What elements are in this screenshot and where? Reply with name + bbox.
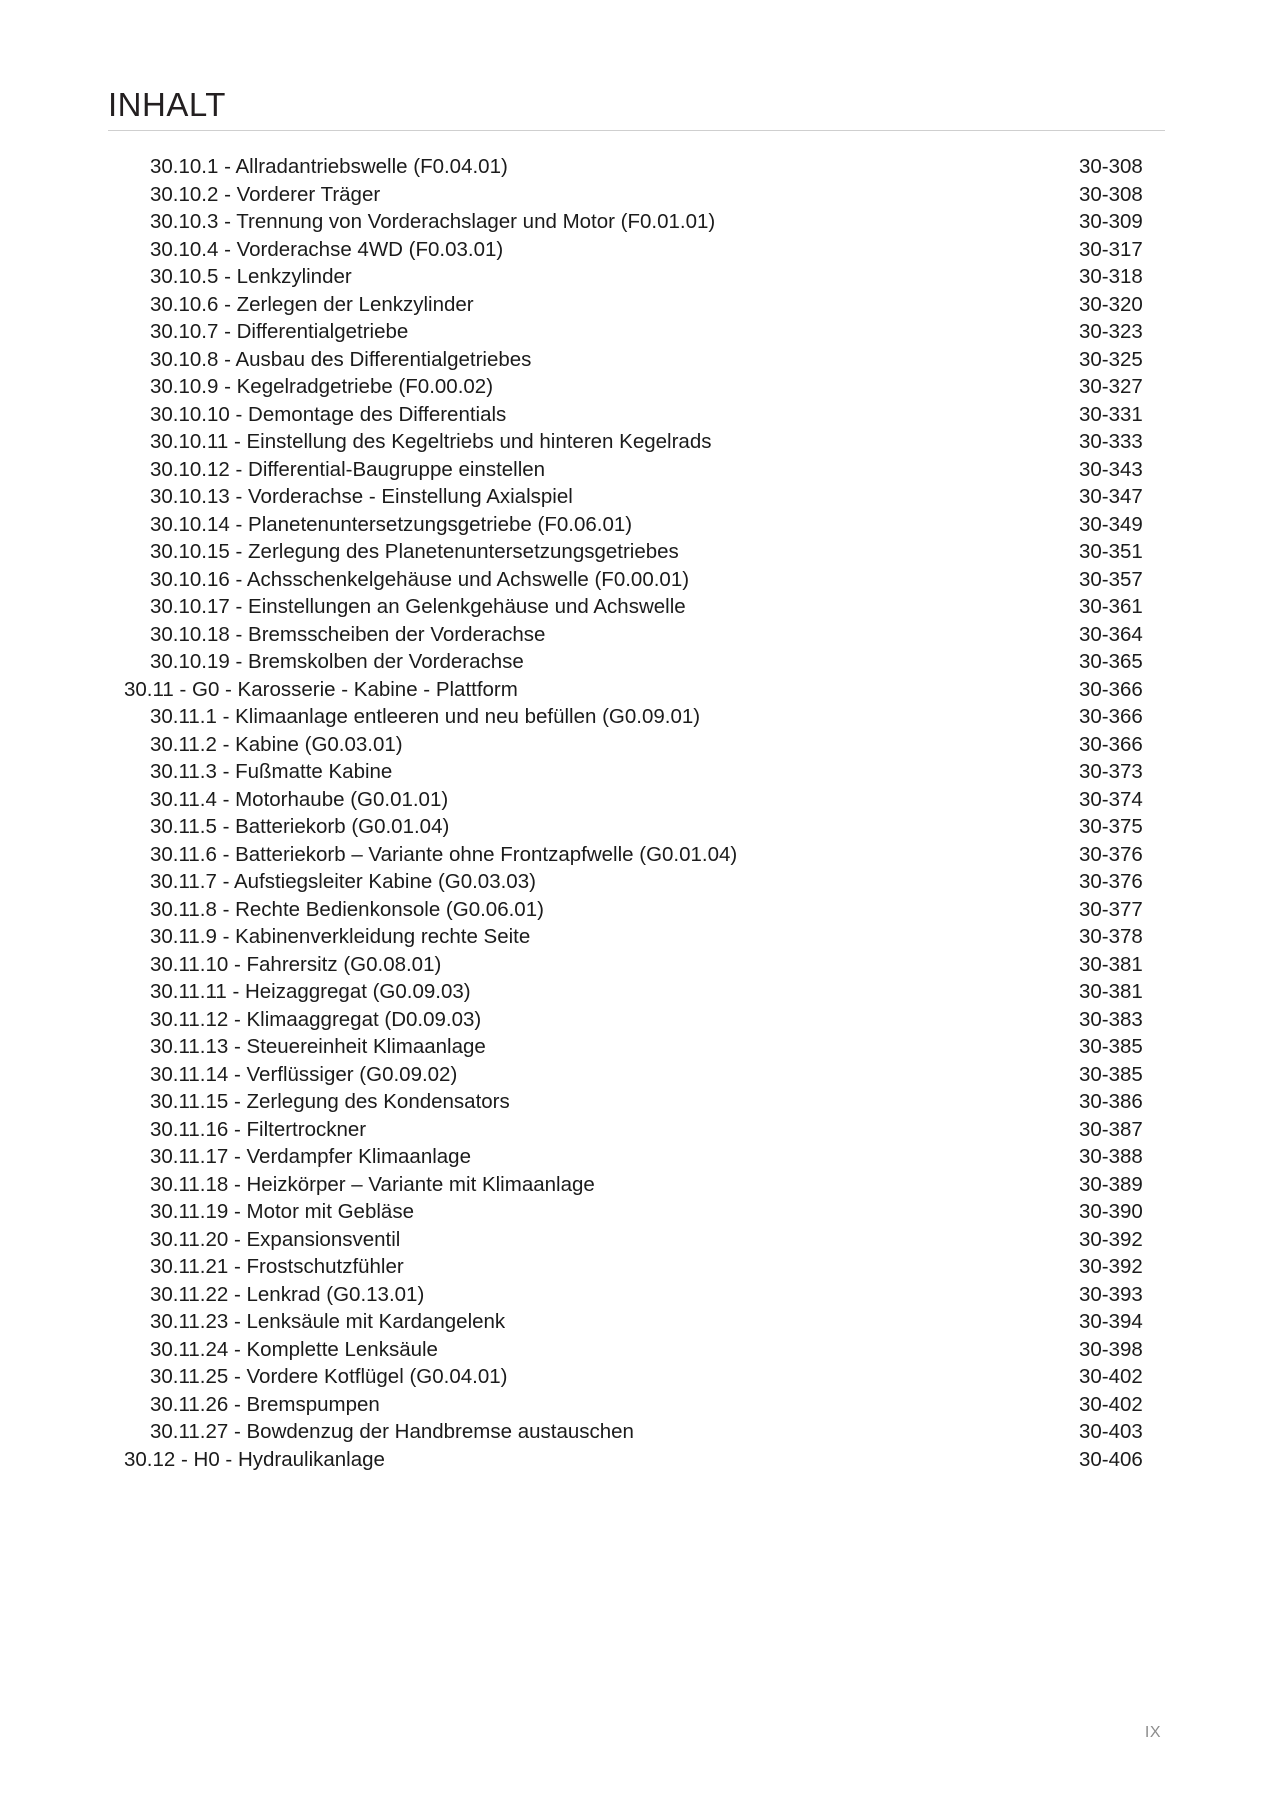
toc-entry[interactable] — [108, 1253, 1165, 1281]
toc-entry-page-number: 30-309 — [1079, 210, 1143, 233]
toc-entry[interactable] — [108, 1171, 1165, 1199]
toc-entry-label: 30.11.20 - Expansionsventil — [150, 1227, 401, 1251]
toc-entry-label: 30.11.6 - Batteriekorb – Variante ohne Frontzapfwelle (G0.01.04) — [150, 842, 738, 866]
page-title: INHALT — [108, 86, 226, 123]
toc-entry-label: 30.11.16 - Filtertrockner — [150, 1117, 367, 1141]
toc-entry-label: 30.10.17 - Einstellungen an Gelenkgehäuse und Achswelle — [150, 595, 686, 618]
toc-entry-label: 30.10.15 - Zerlegung des Planetenuntersetzungsgetriebes — [150, 540, 679, 563]
toc-entry-label: 30.11.5 - Batteriekorb (G0.01.04) — [150, 815, 450, 838]
toc-entry-page-number: 30-366 — [1079, 677, 1143, 701]
toc-entry-page-number: 30-385 — [1079, 1062, 1143, 1086]
toc-entry[interactable] — [108, 511, 1165, 539]
toc-entry[interactable] — [108, 1116, 1165, 1144]
toc-entry-label: 30.11.10 - Fahrersitz (G0.08.01) — [150, 952, 442, 976]
toc-entry-page-number: 30-402 — [1079, 1365, 1143, 1388]
toc-entry-page-number: 30-351 — [1079, 540, 1143, 563]
table-of-contents — [108, 153, 1165, 1473]
toc-entry-page-number: 30-366 — [1079, 705, 1143, 728]
toc-entry-page-number: 30-403 — [1079, 1420, 1143, 1443]
toc-entry-label: 30.10.13 - Vorderachse - Einstellung Axialspiel — [150, 485, 573, 508]
toc-entry-page-number: 30-318 — [1079, 265, 1143, 288]
toc-entry-label: 30.11 - G0 - Karosserie - Kabine - Plattform — [124, 677, 518, 701]
toc-entry[interactable] — [108, 1336, 1165, 1364]
toc-entry[interactable] — [108, 758, 1165, 786]
toc-entry[interactable] — [108, 648, 1165, 676]
toc-entry-label: 30.11.22 - Lenkrad (G0.13.01) — [150, 1282, 425, 1306]
toc-entry-label: 30.10.19 - Bremskolben der Vorderachse — [150, 650, 524, 673]
toc-entry[interactable] — [108, 1061, 1165, 1089]
toc-entry-page-number: 30-402 — [1079, 1392, 1143, 1416]
toc-entry-label: 30.11.17 - Verdampfer Klimaanlage — [150, 1145, 471, 1168]
toc-entry-page-number: 30-378 — [1079, 925, 1143, 948]
toc-entry-page-number: 30-377 — [1079, 897, 1143, 921]
toc-entry-page-number: 30-381 — [1079, 952, 1143, 976]
toc-entry[interactable] — [108, 621, 1165, 649]
toc-entry-label: 30.10.5 - Lenkzylinder — [150, 265, 352, 288]
toc-entry-page-number: 30-366 — [1079, 732, 1143, 756]
toc-entry[interactable] — [108, 153, 1165, 181]
toc-entry-label: 30.10.12 - Differential-Baugruppe einstellen — [150, 457, 546, 481]
toc-entry-label: 30.11.12 - Klimaaggregat (D0.09.03) — [150, 1007, 482, 1031]
toc-entry-page-number: 30-389 — [1079, 1172, 1143, 1196]
toc-entry-label: 30.10.9 - Kegelradgetriebe (F0.00.02) — [150, 375, 494, 398]
toc-entry[interactable] — [108, 841, 1165, 869]
toc-entry-label: 30.10.16 - Achsschenkelgehäuse und Achswelle (F0.00.01) — [150, 567, 690, 591]
toc-entry-label: 30.11.27 - Bowdenzug der Handbremse austauschen — [150, 1420, 634, 1443]
toc-entry[interactable] — [108, 1006, 1165, 1034]
toc-entry[interactable] — [108, 1033, 1165, 1061]
toc-entry-label: 30.11.14 - Verflüssiger (G0.09.02) — [150, 1062, 458, 1086]
toc-entry-page-number: 30-308 — [1079, 182, 1143, 206]
toc-entry-label: 30.10.4 - Vorderachse 4WD (F0.03.01) — [150, 237, 504, 261]
title-divider — [108, 130, 1165, 131]
toc-entry-label: 30.11.13 - Steuereinheit Klimaanlage — [150, 1035, 486, 1058]
toc-entry-page-number: 30-386 — [1079, 1090, 1143, 1113]
toc-entry-page-number: 30-364 — [1079, 622, 1143, 646]
toc-entry[interactable] — [108, 483, 1165, 511]
toc-entry[interactable] — [108, 428, 1165, 456]
toc-entry-page-number: 30-392 — [1079, 1227, 1143, 1251]
toc-entry[interactable] — [108, 1226, 1165, 1254]
toc-entry[interactable] — [108, 1446, 1165, 1474]
toc-entry[interactable] — [108, 676, 1165, 704]
toc-entry-page-number: 30-381 — [1079, 980, 1143, 1003]
toc-entry[interactable] — [108, 896, 1165, 924]
toc-entry-label: 30.10.10 - Demontage des Differentials — [150, 402, 507, 426]
toc-entry-label: 30.12 - H0 - Hydraulikanlage — [124, 1447, 385, 1471]
toc-entry-label: 30.10.3 - Trennung von Vorderachslager und Motor (F0.01.01) — [150, 210, 716, 233]
toc-entry-page-number: 30-325 — [1079, 347, 1143, 371]
toc-entry-page-number: 30-390 — [1079, 1200, 1143, 1223]
toc-entry[interactable] — [108, 1391, 1165, 1419]
toc-entry-page-number: 30-374 — [1079, 787, 1143, 811]
toc-entry-page-number: 30-398 — [1079, 1337, 1143, 1361]
toc-entry-page-number: 30-373 — [1079, 760, 1143, 783]
toc-entry[interactable] — [108, 1363, 1165, 1391]
toc-entry-label: 30.11.21 - Frostschutzfühler — [150, 1255, 404, 1278]
toc-entry[interactable] — [108, 786, 1165, 814]
toc-entry-label: 30.10.2 - Vorderer Träger — [150, 182, 381, 206]
toc-entry[interactable] — [108, 813, 1165, 841]
toc-entry-label: 30.10.7 - Differentialgetriebe — [150, 320, 409, 343]
toc-entry[interactable] — [108, 731, 1165, 759]
toc-entry-label: 30.10.14 - Planetenuntersetzungsgetriebe (F0.06.01) — [150, 512, 633, 536]
toc-entry-page-number: 30-365 — [1079, 650, 1143, 673]
toc-entry-page-number: 30-349 — [1079, 512, 1143, 536]
toc-entry-page-number: 30-357 — [1079, 567, 1143, 591]
toc-entry[interactable] — [108, 1143, 1165, 1171]
toc-entry[interactable] — [108, 978, 1165, 1006]
toc-entry-label: 30.11.15 - Zerlegung des Kondensators — [150, 1090, 510, 1113]
toc-entry-label: 30.10.8 - Ausbau des Differentialgetriebes — [150, 347, 532, 371]
toc-entry-label: 30.11.26 - Bremspumpen — [150, 1392, 380, 1416]
toc-entry-page-number: 30-343 — [1079, 457, 1143, 481]
toc-entry-label: 30.11.7 - Aufstiegsleiter Kabine (G0.03.03) — [150, 870, 536, 893]
toc-entry-label: 30.11.4 - Motorhaube (G0.01.01) — [150, 787, 449, 811]
toc-entry-page-number: 30-388 — [1079, 1145, 1143, 1168]
toc-entry-page-number: 30-406 — [1079, 1447, 1143, 1471]
toc-entry-page-number: 30-347 — [1079, 485, 1143, 508]
toc-entry-label: 30.10.1 - Allradantriebswelle (F0.04.01) — [150, 155, 508, 178]
toc-entry-page-number: 30-376 — [1079, 870, 1143, 893]
toc-entry-page-number: 30-387 — [1079, 1117, 1143, 1141]
toc-entry[interactable] — [108, 923, 1165, 951]
toc-entry[interactable] — [108, 291, 1165, 319]
toc-entry[interactable] — [108, 1418, 1165, 1446]
toc-entry-page-number: 30-323 — [1079, 320, 1143, 343]
toc-entry[interactable] — [108, 566, 1165, 594]
toc-entry-label: 30.11.23 - Lenksäule mit Kardangelenk — [150, 1310, 506, 1333]
toc-entry[interactable] — [108, 1281, 1165, 1309]
toc-entry-page-number: 30-327 — [1079, 375, 1143, 398]
toc-entry[interactable] — [108, 1308, 1165, 1336]
toc-entry-page-number: 30-317 — [1079, 237, 1143, 261]
toc-entry-label: 30.11.11 - Heizaggregat (G0.09.03) — [150, 980, 471, 1003]
toc-entry[interactable] — [108, 538, 1165, 566]
toc-entry-page-number: 30-333 — [1079, 430, 1143, 453]
toc-entry-page-number: 30-392 — [1079, 1255, 1143, 1278]
toc-entry-label: 30.10.11 - Einstellung des Kegeltriebs und hinteren Kegelrads — [150, 430, 712, 453]
toc-entry-page-number: 30-375 — [1079, 815, 1143, 838]
toc-entry-label: 30.11.24 - Komplette Lenksäule — [150, 1337, 438, 1361]
toc-entry[interactable] — [108, 318, 1165, 346]
toc-entry-label: 30.11.2 - Kabine (G0.03.01) — [150, 732, 403, 756]
toc-entry[interactable] — [108, 346, 1165, 374]
toc-entry[interactable] — [108, 181, 1165, 209]
toc-entry-page-number: 30-376 — [1079, 842, 1143, 866]
toc-entry[interactable] — [108, 456, 1165, 484]
toc-entry-page-number: 30-320 — [1079, 292, 1143, 316]
toc-entry-label: 30.11.8 - Rechte Bedienkonsole (G0.06.01) — [150, 897, 544, 921]
toc-entry[interactable] — [108, 951, 1165, 979]
toc-entry-label: 30.10.18 - Bremsscheiben der Vorderachse — [150, 622, 546, 646]
toc-entry[interactable] — [108, 593, 1165, 621]
toc-entry[interactable] — [108, 236, 1165, 264]
toc-entry-page-number: 30-385 — [1079, 1035, 1143, 1058]
toc-entry-page-number: 30-393 — [1079, 1282, 1143, 1306]
toc-entry-label: 30.11.18 - Heizkörper – Variante mit Klimaanlage — [150, 1172, 595, 1196]
toc-entry-page-number: 30-394 — [1079, 1310, 1143, 1333]
toc-entry-page-number: 30-383 — [1079, 1007, 1143, 1031]
toc-entry-page-number: 30-308 — [1079, 155, 1143, 178]
toc-entry-page-number: 30-331 — [1079, 402, 1143, 426]
toc-entry[interactable] — [108, 1088, 1165, 1116]
toc-entry[interactable] — [108, 401, 1165, 429]
toc-entry-label: 30.11.25 - Vordere Kotflügel (G0.04.01) — [150, 1365, 508, 1388]
page-number-footer: IX — [1144, 1724, 1161, 1741]
toc-entry-page-number: 30-361 — [1079, 595, 1143, 618]
toc-entry[interactable] — [108, 208, 1165, 236]
toc-entry[interactable] — [108, 868, 1165, 896]
toc-entry[interactable] — [108, 703, 1165, 731]
toc-entry[interactable] — [108, 1198, 1165, 1226]
toc-entry-label: 30.11.19 - Motor mit Gebläse — [150, 1200, 414, 1223]
toc-entry-label: 30.11.1 - Klimaanlage entleeren und neu befüllen (G0.09.01) — [150, 705, 701, 728]
toc-entry[interactable] — [108, 263, 1165, 291]
toc-entry[interactable] — [108, 373, 1165, 401]
toc-entry-label: 30.10.6 - Zerlegen der Lenkzylinder — [150, 292, 474, 316]
toc-entry-label: 30.11.3 - Fußmatte Kabine — [150, 760, 393, 783]
toc-entry-label: 30.11.9 - Kabinenverkleidung rechte Seite — [150, 925, 531, 948]
